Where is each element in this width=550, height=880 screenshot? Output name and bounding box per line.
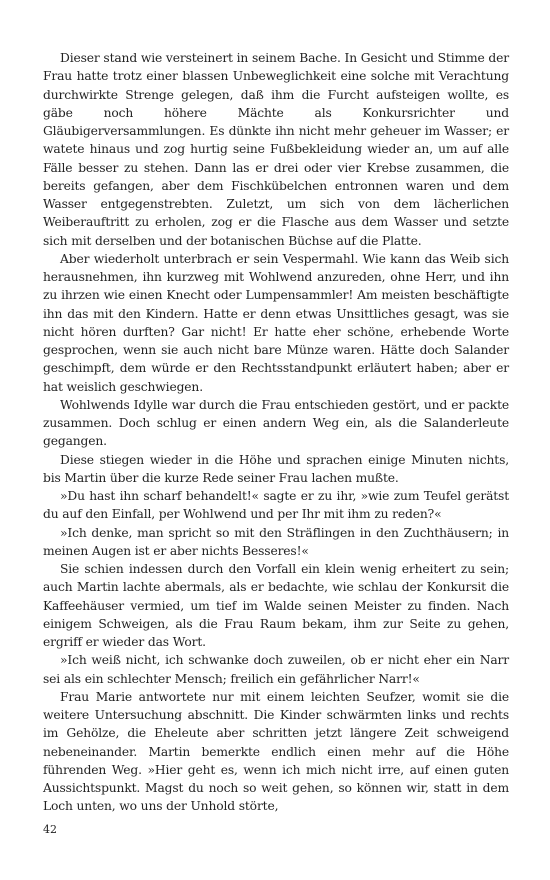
paragraph: Dieser stand wie versteinert in seinem Bache. In Gesicht und Stimme der Frau hatte trotz einer blassen Unbeweglichkeit eine solche mit Verachtung durchwirkte Strenge gelegen, daß ihm die Furcht aufsteigen wollte, es gäbe noch höhere Mächte als Konkursrichter und Gläubigerversammlungen. Es dünkte ihn nicht mehr geheuer im Wasser; er watete hinaus und zog hurtig seine Fußbekleidung wieder an, um auf alle Fälle besser zu stehen. Dann las er drei oder vier Krebse zusammen, die bereits gefangen, aber dem Fischkübelchen entronnen waren und dem Wasser entgegenstrebten. Zuletzt, um sich von dem lächerlichen Weiberauftritt zu erholen, zog er die Flasche aus dem Wasser und setzte sich mit derselben und der botanischen Büchse auf die Platte.	[43, 51, 509, 248]
page-number: 42	[43, 823, 57, 836]
paragraph: »Ich weiß nicht, ich schwanke doch zuweilen, ob er nicht eher ein Narr sei als ein schlechter Mensch; freilich ein gefährlicher Narr!«	[43, 653, 509, 686]
paragraph: »Ich denke, man spricht so mit den Sträflingen in den Zuchthäusern; in meinen Augen ist er aber nichts Besseres!«	[43, 525, 509, 558]
paragraph: Aber wiederholt unterbrach er sein Vespermahl. Wie kann das Weib sich herausnehmen, ihn kurzweg mit Wohlwend anzureden, ohne Herr, und ihn zu ihrzen wie einen Knecht oder Lumpensammler! Am meisten beschäftigte ihn das mit den Kindern. Hatte er denn etwas Unsittliches gesagt, was sie nicht hören durften? Gar nicht! Er hatte eher schöne, erhebende Worte gesprochen, wenn sie auch nicht bare Münze waren. Hätte doch Salander geschimpft, dem würde er den Rechtsstandpunkt erläutert haben; aber er hat weislich geschwiegen.	[43, 251, 509, 394]
paragraph: Frau Marie antwortete nur mit einem leichten Seufzer, womit sie die weitere Untersuchung abschnitt. Die Kinder schwärmten links und rechts im Gehölze, die Eheleute aber schritten jetzt längere Zeit schweigend nebeneinander. Martin bemerkte endlich einen mehr auf die Höhe führenden Weg. »Hier geht es, wenn ich mich nicht irre, auf einen guten Aussichtspunkt. Magst du noch so weit gehen, so können wir, statt in dem Loch unten, wo uns der Unhold störte,	[43, 689, 509, 814]
paragraph: Sie schien indessen durch den Vorfall ein klein wenig erheitert zu sein; auch Martin lachte abermals, als er bedachte, wie schlau der Konkursit die Kaffeehäuser vermied, um tief im Walde seinen Meister zu finden. Nach einigem Schweigen, als die Frau Raum bekam, ihm zur Seite zu gehen, ergriff er wieder das Wort.	[43, 562, 509, 649]
paragraph: Wohlwends Idylle war durch die Frau entschieden gestört, und er packte zusammen. Doch schlug er einen andern Weg ein, als die Salanderleute gegangen.	[43, 397, 509, 449]
paragraph: Diese stiegen wieder in die Höhe und sprachen einige Minuten nichts, bis Martin über die kurze Rede seiner Frau lachen mußte.	[43, 452, 509, 485]
paragraph: »Du hast ihn scharf behandelt!« sagte er zu ihr, »wie zum Teufel gerätst du auf den Einfall, per Wohlwend und per Ihr mit ihm zu reden?«	[43, 489, 509, 522]
body-text	[43, 49, 509, 816]
